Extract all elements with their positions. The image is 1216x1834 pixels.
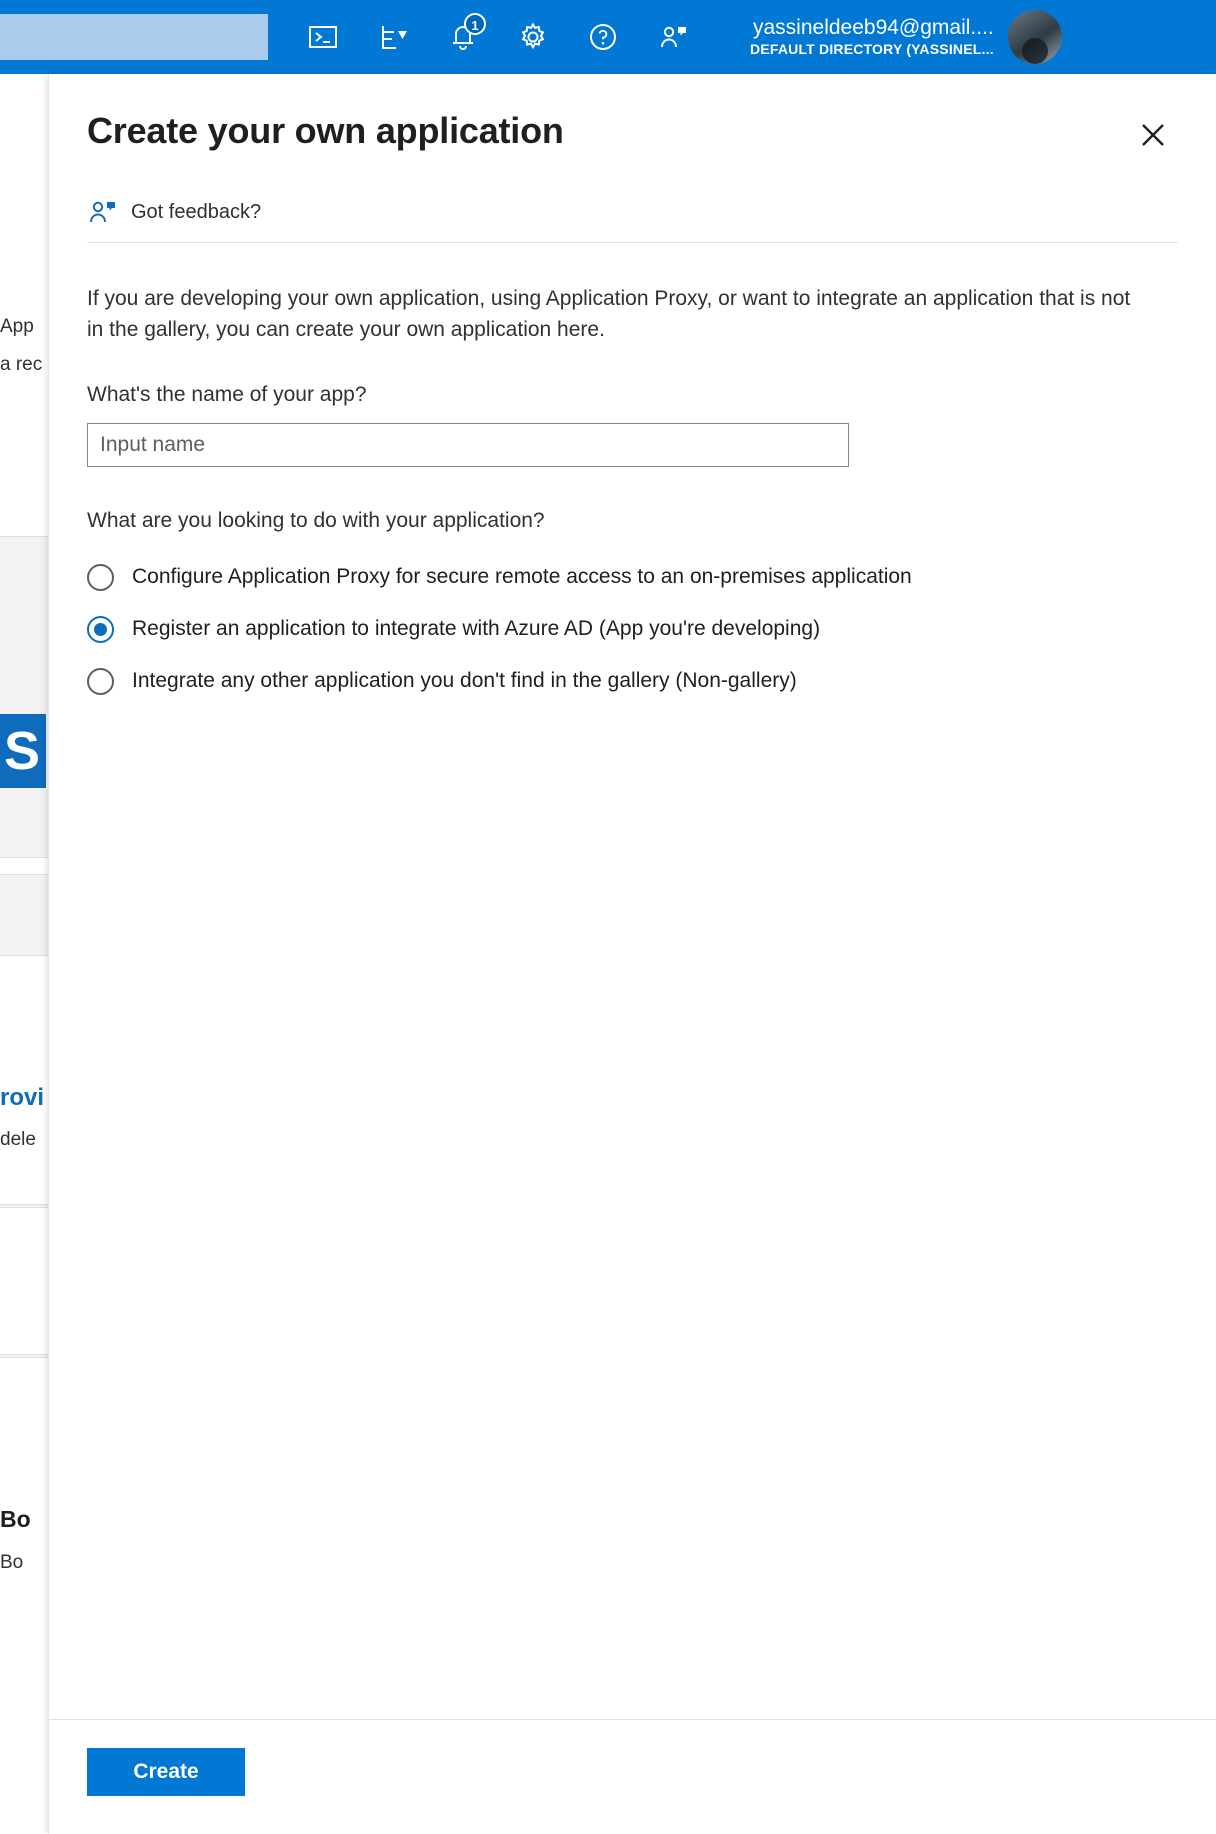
- account-email: yassineldeeb94@gmail....: [752, 16, 994, 40]
- feedback-row[interactable]: [87, 198, 1178, 243]
- background-link-fragment[interactable]: rovi: [0, 1084, 45, 1111]
- settings-gear-icon[interactable]: [516, 20, 550, 54]
- radio-option-application-proxy[interactable]: [87, 551, 1178, 603]
- page-title: Create your own application: [87, 110, 564, 151]
- feedback-person-icon[interactable]: [656, 20, 690, 54]
- radio-indicator-selected[interactable]: [87, 616, 114, 643]
- background-card: [0, 536, 48, 858]
- topbar-icon-group: [306, 20, 690, 54]
- create-button[interactable]: Create: [87, 1748, 245, 1796]
- account-directory: DEFAULT DIRECTORY (YASSINEL...: [750, 41, 994, 58]
- purpose-radio-group: [87, 551, 1178, 707]
- background-text-fragment: Bo: [0, 1506, 31, 1532]
- panel-header: [49, 74, 1216, 156]
- app-name-input[interactable]: [87, 423, 849, 467]
- background-page-strip: [0, 74, 48, 1834]
- panel-body: [49, 283, 1216, 707]
- feedback-person-icon: [87, 198, 117, 226]
- background-text-fragment: Bo: [0, 1552, 24, 1573]
- radio-indicator[interactable]: [87, 668, 114, 695]
- purpose-question-label: What are you looking to do with your application?: [87, 509, 545, 533]
- radio-option-non-gallery[interactable]: [87, 655, 1178, 707]
- background-text-fragment: dele: [0, 1129, 36, 1150]
- radio-option-label: Register an application to integrate with Azure AD (App you're developing): [132, 617, 821, 641]
- help-question-icon[interactable]: [586, 20, 620, 54]
- panel-footer: [49, 1719, 1216, 1834]
- background-divider: [0, 1354, 48, 1358]
- notifications-bell-icon[interactable]: [446, 20, 480, 54]
- notifications-badge: 1: [464, 13, 486, 35]
- radio-indicator[interactable]: [87, 564, 114, 591]
- background-text-fragment: App: [0, 316, 34, 337]
- cloud-shell-icon[interactable]: [306, 20, 340, 54]
- account-info[interactable]: [750, 15, 994, 59]
- radio-option-register-application[interactable]: [87, 603, 1178, 655]
- intro-text: If you are developing your own application, using Application Proxy, or want to integrate an application that is not in the gallery, you can create your own application here.: [87, 287, 1131, 342]
- azure-top-bar: [0, 0, 1216, 74]
- global-search-input[interactable]: [0, 14, 268, 60]
- background-text-fragment: a rec: [0, 354, 43, 375]
- background-logo-block: S: [0, 714, 46, 788]
- close-icon[interactable]: [1132, 114, 1174, 156]
- feedback-label[interactable]: Got feedback?: [131, 200, 262, 223]
- app-name-label: What's the name of your app?: [87, 383, 367, 407]
- radio-option-label: Configure Application Proxy for secure remote access to an on-premises application: [132, 565, 912, 589]
- create-application-panel: [48, 74, 1216, 1834]
- radio-option-label: Integrate any other application you don't find in the gallery (Non-gallery): [132, 669, 797, 693]
- avatar[interactable]: [1008, 10, 1062, 64]
- background-divider: [0, 1204, 48, 1208]
- background-card: [0, 874, 48, 956]
- directories-subscriptions-icon[interactable]: [376, 20, 410, 54]
